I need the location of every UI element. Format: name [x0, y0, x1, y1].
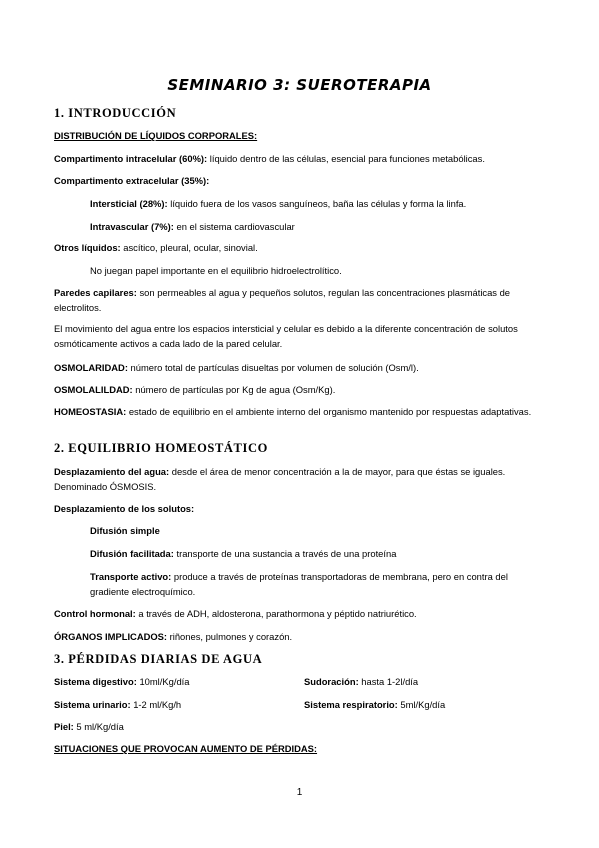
paragraph-osmolalidad: [54, 384, 335, 396]
text-control-hormonal: a través de ADH, aldosterona, parathormona y péptido natriurético.: [135, 608, 417, 619]
text-transporte-activo: produce a través de proteínas transportadoras de membrana, pero en contra del gradiente electroquímico.: [90, 571, 508, 597]
text-difusion-facilitada: transporte de una sustancia a través de una proteína: [173, 548, 397, 559]
text-paredes-capilares: son permeables al agua y pequeños solutos, regulan las concentraciones plasmáticas de electrolitos.: [54, 287, 511, 313]
item-sistema-urinario: [54, 699, 181, 711]
item-sudoracion: [304, 676, 418, 688]
text-osmolaridad: número total de partículas disueltas por volumen de solución (Osm/l).: [127, 362, 419, 373]
text-piel: 5 ml/Kg/día: [73, 721, 124, 732]
label-piel: Piel:: [54, 721, 74, 732]
text-intracelular: líquido dentro de las células, esencial para funciones metabólicas.: [207, 153, 485, 164]
label-homeostasia: HOMEOSTASIA:: [54, 406, 127, 417]
paragraph-control-hormonal: [54, 608, 417, 620]
section-heading-equilibrio: 2. EQUILIBRIO HOMEOSTÁTICO: [54, 441, 268, 455]
item-sistema-digestivo: [54, 676, 189, 688]
label-otros-liquidos: Otros líquidos:: [54, 242, 121, 253]
label-sistema-respiratorio: Sistema respiratorio:: [304, 699, 398, 710]
label-sudoracion: Sudoración:: [304, 676, 359, 687]
label-control-hormonal: Control hormonal:: [54, 608, 136, 619]
text-homeostasia: estado de equilibrio en el ambiente interno del organismo mantenido por respuestas adaptativas.: [126, 406, 532, 417]
paragraph-otros-nota: No juegan papel importante en el equilibrio hidroelectrolítico.: [90, 265, 342, 276]
label-sistema-urinario: Sistema urinario:: [54, 699, 131, 710]
paragraph-otros-liquidos: [54, 242, 258, 254]
item-transporte-activo: [90, 569, 545, 599]
item-sistema-respiratorio: [304, 699, 445, 711]
label-intracelular: Compartimento intracelular (60%):: [54, 153, 208, 164]
label-paredes-capilares: Paredes capilares:: [54, 287, 137, 298]
subheading-situaciones: SITUACIONES QUE PROVOCAN AUMENTO DE PÉRDIDAS:: [54, 743, 318, 754]
item-difusion-simple: Difusión simple: [90, 525, 160, 536]
paragraph-movimiento-agua: El movimiento del agua entre los espacios intersticial y celular es debido a la diferente concentración de solutos osmóticamente activos a cada lado de la pared celular.: [54, 323, 518, 349]
label-difusion-facilitada: Difusión facilitada:: [90, 548, 174, 559]
text-organos-implicados: riñones, pulmones y corazón.: [167, 631, 293, 642]
text-otros-liquidos: ascítico, pleural, ocular, sinovial.: [120, 242, 258, 253]
paragraph-desplazamiento-solutos: [54, 503, 194, 515]
label-intravascular: Intravascular (7%):: [90, 221, 174, 232]
subheading-distribucion: DISTRIBUCIÓN DE LÍQUIDOS CORPORALES:: [54, 130, 258, 141]
page-title: SEMINARIO 3: SUEROTERAPIA: [167, 76, 432, 94]
label-intersticial: Intersticial (28%):: [90, 198, 168, 209]
label-sistema-digestivo: Sistema digestivo:: [54, 676, 137, 687]
paragraph-homeostasia: [54, 404, 544, 419]
paragraph-intracelular: [54, 153, 485, 165]
item-difusion-facilitada: [90, 548, 396, 560]
paragraph-intersticial: [90, 198, 466, 210]
label-desplazamiento-solutos: Desplazamiento de los solutos:: [54, 503, 195, 514]
text-osmolalidad: número de partículas por Kg de agua (Osm/Kg).: [132, 384, 336, 395]
paragraph-desplazamiento-agua: [54, 464, 544, 494]
section-heading-perdidas: 3. PÉRDIDAS DIARIAS DE AGUA: [54, 652, 263, 666]
label-transporte-activo: Transporte activo:: [90, 571, 172, 582]
text-desplazamiento-agua: desde el área de menor concentración a la de mayor, para que éstas se iguales. Denominado ÓSMOSIS.: [54, 466, 506, 492]
text-sistema-respiratorio: 5ml/Kg/día: [397, 699, 446, 710]
paragraph-osmolaridad: [54, 362, 419, 374]
text-sistema-digestivo: 10ml/Kg/día: [136, 676, 190, 687]
label-osmolaridad: OSMOLARIDAD:: [54, 362, 128, 373]
paragraph-intravascular: [90, 221, 295, 233]
section-heading-introduccion: 1. INTRODUCCIÓN: [54, 106, 177, 120]
paragraph-paredes-capilares: [54, 285, 544, 315]
text-intravascular: en el sistema cardiovascular: [173, 221, 295, 232]
text-intersticial: líquido fuera de los vasos sanguíneos, baña las células y forma la linfa.: [167, 198, 467, 209]
label-desplazamiento-agua: Desplazamiento del agua:: [54, 466, 170, 477]
page-number: 1: [296, 787, 303, 798]
text-sudoracion: hasta 1-2l/día: [358, 676, 419, 687]
label-osmolalidad: OSMOLALILDAD:: [54, 384, 133, 395]
text-sistema-urinario: 1-2 ml/Kg/h: [130, 699, 182, 710]
paragraph-organos-implicados: [54, 631, 292, 643]
paragraph-extracelular: [54, 175, 209, 187]
label-extracelular: Compartimento extracelular (35%):: [54, 175, 210, 186]
item-piel: [54, 721, 124, 733]
label-organos-implicados: ÓRGANOS IMPLICADOS:: [54, 631, 168, 642]
